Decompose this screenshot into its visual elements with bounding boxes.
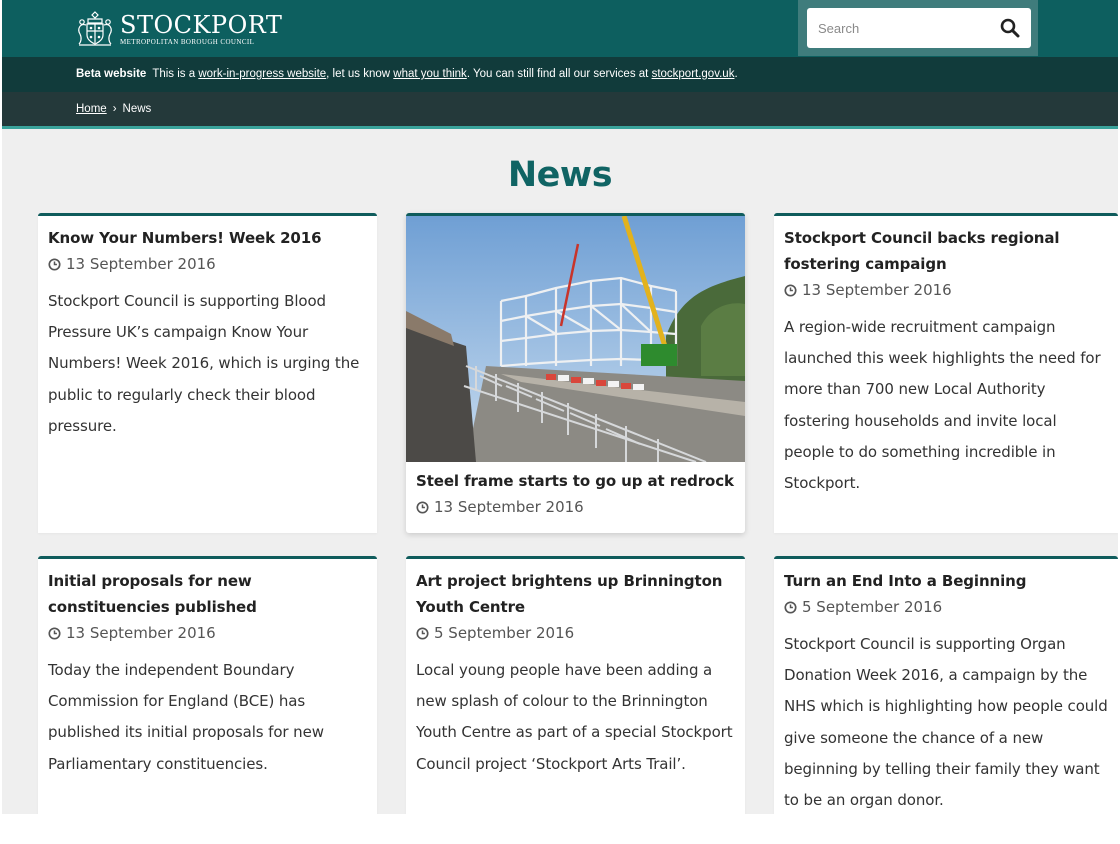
- news-card[interactable]: [406, 556, 745, 814]
- beta-link-feedback[interactable]: what you think: [393, 68, 467, 80]
- page-title: News: [507, 155, 613, 195]
- news-card-title[interactable]: Steel frame starts to go up at redrock: [416, 472, 734, 490]
- breadcrumb: [2, 92, 1118, 129]
- page: [2, 0, 1118, 814]
- news-card-date: 13 September 2016: [48, 253, 367, 275]
- news-card[interactable]: [774, 213, 1118, 533]
- site-logo[interactable]: [74, 9, 282, 49]
- news-card-date: 5 September 2016: [416, 622, 735, 644]
- news-card-date: 5 September 2016: [784, 596, 1108, 618]
- logo-name: STOCKPORT: [120, 11, 283, 39]
- news-card-title[interactable]: Know Your Numbers! Week 2016: [48, 229, 322, 247]
- news-card-summary: A region-wide recruitment campaign launched this week highlights the need for more than 700 new Local Authority fostering households and invite local people to do something incredible in Stockport.: [784, 318, 1101, 493]
- news-card-summary: Stockport Council is supporting Blood Pressure UK’s campaign Know Your Numbers! Week 2016, which is urging the public to regularly check their blood pressure.: [48, 292, 360, 435]
- beta-link-main-site[interactable]: stockport.gov.uk: [651, 68, 735, 80]
- beta-text-2: , let us know: [326, 68, 391, 80]
- news-card-date: 13 September 2016: [416, 496, 735, 518]
- clock-icon: [48, 258, 61, 271]
- clock-icon: [784, 601, 797, 614]
- news-card-summary: Today the independent Boundary Commission for England (BCE) has published its initial proposals for new Parliamentary constituencies.: [48, 661, 324, 773]
- beta-text-1: This is a: [152, 68, 196, 80]
- search-button[interactable]: [997, 15, 1023, 41]
- beta-text-3: . You can still find all our services at: [466, 68, 649, 80]
- news-card-title[interactable]: Initial proposals for new constituencies published: [48, 572, 257, 616]
- breadcrumb-home-link[interactable]: Home: [76, 103, 107, 115]
- news-card-date: 13 September 2016: [784, 279, 1108, 301]
- news-card[interactable]: [774, 556, 1118, 814]
- beta-banner: [2, 57, 1118, 92]
- beta-text-4: .: [734, 68, 738, 80]
- news-card-date: 13 September 2016: [48, 622, 367, 644]
- breadcrumb-current: News: [122, 103, 152, 115]
- news-card[interactable]: [38, 213, 377, 533]
- beta-label: Beta website: [76, 68, 147, 80]
- beta-link-work-in-progress[interactable]: work-in-progress website: [198, 68, 327, 80]
- news-card-title[interactable]: Turn an End Into a Beginning: [784, 572, 1027, 590]
- clock-icon: [48, 627, 61, 640]
- council-crest-icon: [74, 9, 116, 49]
- search-input[interactable]: [807, 8, 987, 48]
- search-icon: [1000, 18, 1020, 38]
- news-card-summary: Local young people have been adding a new splash of colour to the Brinnington Youth Centre as part of a special Stockport Council project ‘Stockport Arts Trail’.: [416, 661, 733, 773]
- search-box: [807, 8, 1031, 48]
- site-header: [2, 0, 1118, 57]
- clock-icon: [784, 284, 797, 297]
- clock-icon: [416, 627, 429, 640]
- news-card-title[interactable]: Stockport Council backs regional fostering campaign: [784, 229, 1060, 273]
- construction-site-steel-frame-photo[interactable]: [406, 216, 745, 462]
- news-card[interactable]: [38, 556, 377, 814]
- news-card-title[interactable]: Art project brightens up Brinnington Youth Centre: [416, 572, 723, 616]
- news-card[interactable]: [406, 213, 745, 533]
- breadcrumb-separator: ›: [112, 103, 117, 115]
- search-panel: [798, 0, 1038, 56]
- clock-icon: [416, 501, 429, 514]
- news-card-summary: Stockport Council is supporting Organ Donation Week 2016, a campaign by the NHS which is highlighting how people could give someone the chance of a new beginning by telling their family they want to be an organ donor.: [784, 635, 1108, 810]
- logo-subtitle: METROPOLITAN BOROUGH COUNCIL: [120, 38, 255, 46]
